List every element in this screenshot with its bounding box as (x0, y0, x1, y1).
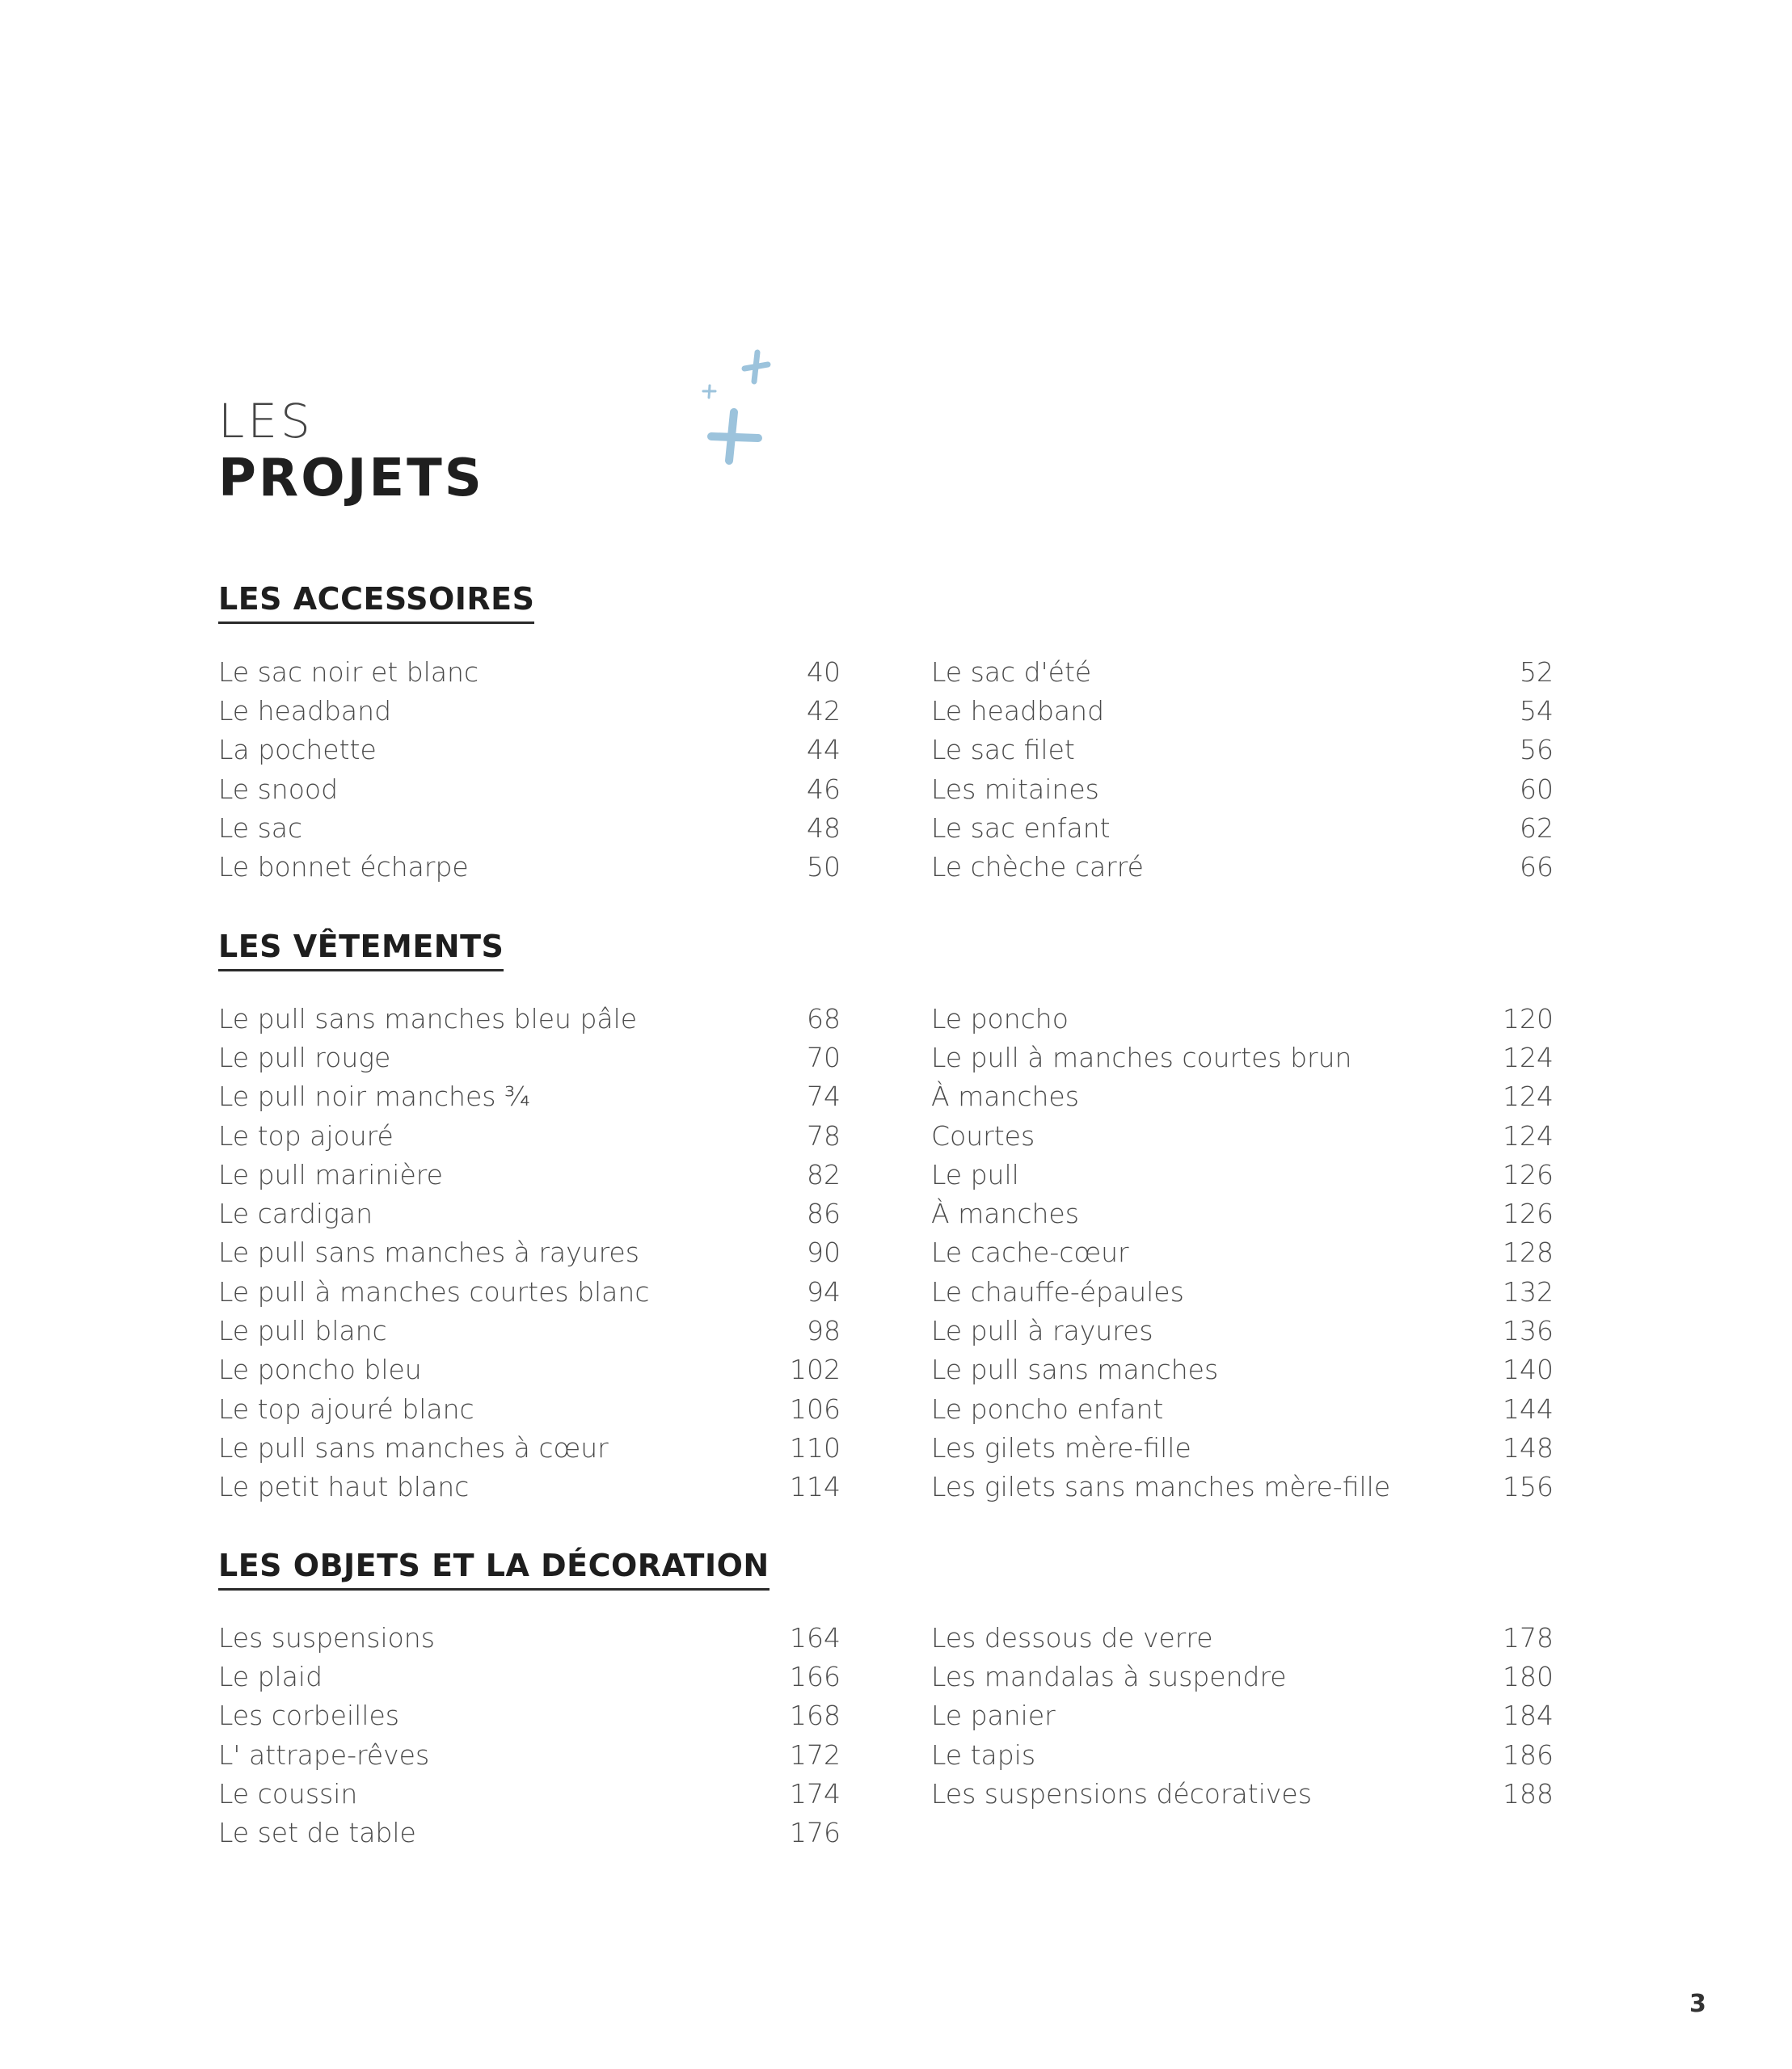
section-heading-accessoires: LES ACCESSOIRES (218, 584, 534, 624)
toc-entry-page: 90 (807, 1237, 841, 1269)
toc-entry-label: Le sac d'été (931, 655, 1092, 688)
toc-entry[interactable] (931, 1194, 1554, 1233)
toc-entry-page: 144 (1503, 1393, 1554, 1425)
toc-entry-label: Les dessous de verre (931, 1621, 1213, 1654)
section-heading-objets-decoration: LES OBJETS ET LA DÉCORATION (218, 1550, 770, 1591)
toc-entry-page: 164 (790, 1621, 841, 1654)
toc-entry[interactable] (931, 1618, 1554, 1657)
toc-entry-label: Le pull sans manches bleu pâle (218, 1002, 638, 1034)
toc-entry[interactable] (218, 1038, 841, 1077)
toc-entry[interactable] (931, 1155, 1554, 1194)
toc-column-accessoires-left (218, 652, 841, 887)
toc-entry-label: Le poncho (931, 1002, 1069, 1034)
toc-entry-label: Les gilets sans manches mère-fille (931, 1471, 1391, 1503)
toc-entry[interactable] (931, 1038, 1554, 1077)
toc-entry-label: Le coussin (218, 1777, 358, 1810)
toc-entry[interactable] (931, 1351, 1554, 1389)
toc-entry[interactable] (218, 847, 841, 886)
toc-entry[interactable] (218, 731, 841, 769)
toc-entry-page: 62 (1520, 811, 1554, 844)
toc-entry-label: À manches (931, 1198, 1079, 1230)
toc-entry-page: 128 (1503, 1237, 1554, 1269)
toc-entry-label: Le pull sans manches à cœur (218, 1431, 609, 1464)
section-heading-vetements: LES VÊTEMENTS (218, 931, 504, 971)
toc-entry-label: Le pull à manches courtes blanc (218, 1275, 650, 1308)
toc-entry-page: 124 (1503, 1119, 1554, 1152)
toc-entry-page: 98 (807, 1315, 841, 1347)
toc-entry-label: Les gilets mère-fille (931, 1431, 1191, 1464)
toc-entry-label: Le poncho bleu (218, 1354, 422, 1386)
toc-entry[interactable] (218, 1077, 841, 1116)
toc-entry-label: Le set de table (218, 1817, 416, 1849)
toc-entry-page: 174 (790, 1777, 841, 1810)
toc-entry-page: 124 (1503, 1081, 1554, 1113)
page-title-line1: LES (218, 394, 314, 449)
toc-entry[interactable] (218, 1389, 841, 1428)
toc-entry-page: 124 (1503, 1041, 1554, 1073)
toc-entry[interactable] (931, 847, 1554, 886)
toc-entry-page: 126 (1503, 1198, 1554, 1230)
toc-entry[interactable] (931, 1116, 1554, 1155)
toc-entry-page: 52 (1520, 655, 1554, 688)
toc-entry[interactable] (931, 1311, 1554, 1350)
toc-entry[interactable] (931, 769, 1554, 808)
toc-entry-page: 86 (807, 1198, 841, 1230)
toc-entry-page: 166 (790, 1660, 841, 1692)
toc-entry-label: Le sac noir et blanc (218, 655, 479, 688)
toc-entry[interactable] (931, 691, 1554, 730)
toc-entry-page: 148 (1503, 1431, 1554, 1464)
toc-entry-label: Le pull marinière (218, 1158, 443, 1190)
toc-entry[interactable] (218, 1813, 841, 1852)
toc-entry-page: 140 (1503, 1354, 1554, 1386)
toc-entry[interactable] (218, 1116, 841, 1155)
toc-entry[interactable] (218, 1618, 841, 1657)
toc-entry-label: Les suspensions décoratives (931, 1777, 1312, 1810)
toc-entry-page: 186 (1503, 1738, 1554, 1771)
toc-entry-page: 40 (807, 655, 841, 688)
toc-entry-page: 82 (807, 1158, 841, 1190)
toc-entry-page: 46 (807, 773, 841, 805)
toc-entry-label: Le panier (931, 1700, 1056, 1732)
toc-entry[interactable] (931, 1657, 1554, 1696)
toc-entry-label: Le snood (218, 773, 339, 805)
toc-entry-label: Le headband (218, 694, 392, 727)
toc-entry-label: Courtes (931, 1119, 1035, 1152)
toc-entry[interactable] (218, 1351, 841, 1389)
toc-entry-page: 120 (1503, 1002, 1554, 1034)
toc-entry-page: 94 (807, 1275, 841, 1308)
toc-entry[interactable] (218, 1428, 841, 1467)
toc-entry-page: 60 (1520, 773, 1554, 805)
toc-entry[interactable] (218, 1272, 841, 1311)
page-title-line2: PROJETS (218, 449, 484, 508)
toc-entry-page: 114 (790, 1471, 841, 1503)
toc-entry[interactable] (931, 1428, 1554, 1467)
toc-entry-label: Le chèche carré (931, 851, 1144, 883)
toc-entry[interactable] (218, 1735, 841, 1774)
toc-entry[interactable] (931, 1696, 1554, 1735)
toc-entry[interactable] (931, 999, 1554, 1038)
toc-entry-label: Le cardigan (218, 1198, 373, 1230)
toc-entry-label: Le cache-cœur (931, 1237, 1129, 1269)
toc-entry-page: 70 (807, 1041, 841, 1073)
toc-entry-page: 56 (1520, 734, 1554, 766)
toc-entry-page: 180 (1503, 1660, 1554, 1692)
toc-entry[interactable] (931, 731, 1554, 769)
toc-column-objets-left (218, 1618, 841, 1852)
toc-entry-label: Le pull sans manches à rayures (218, 1237, 639, 1269)
toc-entry-page: 48 (807, 811, 841, 844)
toc-entry-page: 184 (1503, 1700, 1554, 1732)
toc-entry-label: Le chauffe-épaules (931, 1275, 1184, 1308)
toc-entry-label: L' attrape-rêves (218, 1738, 430, 1771)
toc-entry[interactable] (931, 652, 1554, 691)
toc-entry-label: Le pull à manches courtes brun (931, 1041, 1352, 1073)
toc-entry-page: 106 (790, 1393, 841, 1425)
toc-entry-page: 50 (807, 851, 841, 883)
toc-entry[interactable] (931, 1233, 1554, 1272)
toc-entry-label: Le poncho enfant (931, 1393, 1164, 1425)
sparkle-crosses-icon (695, 348, 776, 469)
toc-entry[interactable] (218, 808, 841, 847)
toc-entry-label: Les mandalas à suspendre (931, 1660, 1287, 1692)
toc-entry[interactable] (931, 808, 1554, 847)
toc-entry[interactable] (218, 1155, 841, 1194)
toc-entry[interactable] (218, 691, 841, 730)
toc-column-vetements-right (931, 999, 1554, 1506)
toc-entry[interactable] (218, 1194, 841, 1233)
toc-entry[interactable] (218, 1657, 841, 1696)
toc-entry-label: À manches (931, 1081, 1079, 1113)
toc-entry-label: Le pull blanc (218, 1315, 387, 1347)
toc-entry-page: 132 (1503, 1275, 1554, 1308)
toc-entry-label: Le pull sans manches (931, 1354, 1219, 1386)
toc-entry[interactable] (218, 1696, 841, 1735)
toc-entry[interactable] (218, 652, 841, 691)
toc-entry[interactable] (218, 999, 841, 1038)
toc-entry-page: 44 (807, 734, 841, 766)
toc-entry-label: Le pull noir manches ¾ (218, 1081, 530, 1113)
toc-entry-label: Le petit haut blanc (218, 1471, 470, 1503)
toc-entry-label: Le sac (218, 811, 303, 844)
toc-column-vetements-left (218, 999, 841, 1506)
toc-entry-page: 42 (807, 694, 841, 727)
toc-entry[interactable] (931, 1468, 1554, 1506)
toc-entry-page: 168 (790, 1700, 841, 1732)
toc-entry-label: Le tapis (931, 1738, 1036, 1771)
toc-entry-label: Le headband (931, 694, 1105, 727)
toc-entry-label: Le top ajouré (218, 1119, 394, 1152)
toc-entry-label: Le pull rouge (218, 1041, 391, 1073)
toc-entry-page: 176 (790, 1817, 841, 1849)
page-number: 3 (1689, 1990, 1706, 2018)
toc-entry-label: Le bonnet écharpe (218, 851, 469, 883)
toc-entry-page: 66 (1520, 851, 1554, 883)
toc-entry-page: 136 (1503, 1315, 1554, 1347)
toc-entry[interactable] (218, 1311, 841, 1350)
toc-entry[interactable] (931, 1389, 1554, 1428)
toc-entry[interactable] (218, 1468, 841, 1506)
toc-entry-label: La pochette (218, 734, 377, 766)
toc-entry-page: 172 (790, 1738, 841, 1771)
toc-entry-label: Le pull à rayures (931, 1315, 1153, 1347)
toc-entry-label: Le sac filet (931, 734, 1075, 766)
toc-entry-label: Le plaid (218, 1660, 323, 1692)
toc-entry-page: 126 (1503, 1158, 1554, 1190)
toc-entry[interactable] (931, 1774, 1554, 1813)
toc-entry[interactable] (931, 1272, 1554, 1311)
toc-entry[interactable] (218, 769, 841, 808)
toc-entry-page: 74 (807, 1081, 841, 1113)
toc-entry-label: Le pull (931, 1158, 1019, 1190)
toc-entry-page: 110 (790, 1431, 841, 1464)
toc-entry-page: 188 (1503, 1777, 1554, 1810)
toc-entry-page: 54 (1520, 694, 1554, 727)
toc-entry[interactable] (931, 1735, 1554, 1774)
toc-entry-label: Les corbeilles (218, 1700, 399, 1732)
toc-entry[interactable] (218, 1233, 841, 1272)
toc-entry-page: 156 (1503, 1471, 1554, 1503)
toc-entry-label: Le sac enfant (931, 811, 1111, 844)
toc-column-objets-right (931, 1618, 1554, 1813)
toc-entry-page: 68 (807, 1002, 841, 1034)
toc-entry-label: Le top ajouré blanc (218, 1393, 474, 1425)
toc-entry[interactable] (931, 1077, 1554, 1116)
toc-entry-label: Les mitaines (931, 773, 1099, 805)
toc-entry-label: Les suspensions (218, 1621, 435, 1654)
toc-entry-page: 78 (807, 1119, 841, 1152)
toc-entry-page: 102 (790, 1354, 841, 1386)
toc-column-accessoires-right (931, 652, 1554, 887)
toc-entry-page: 178 (1503, 1621, 1554, 1654)
toc-entry[interactable] (218, 1774, 841, 1813)
